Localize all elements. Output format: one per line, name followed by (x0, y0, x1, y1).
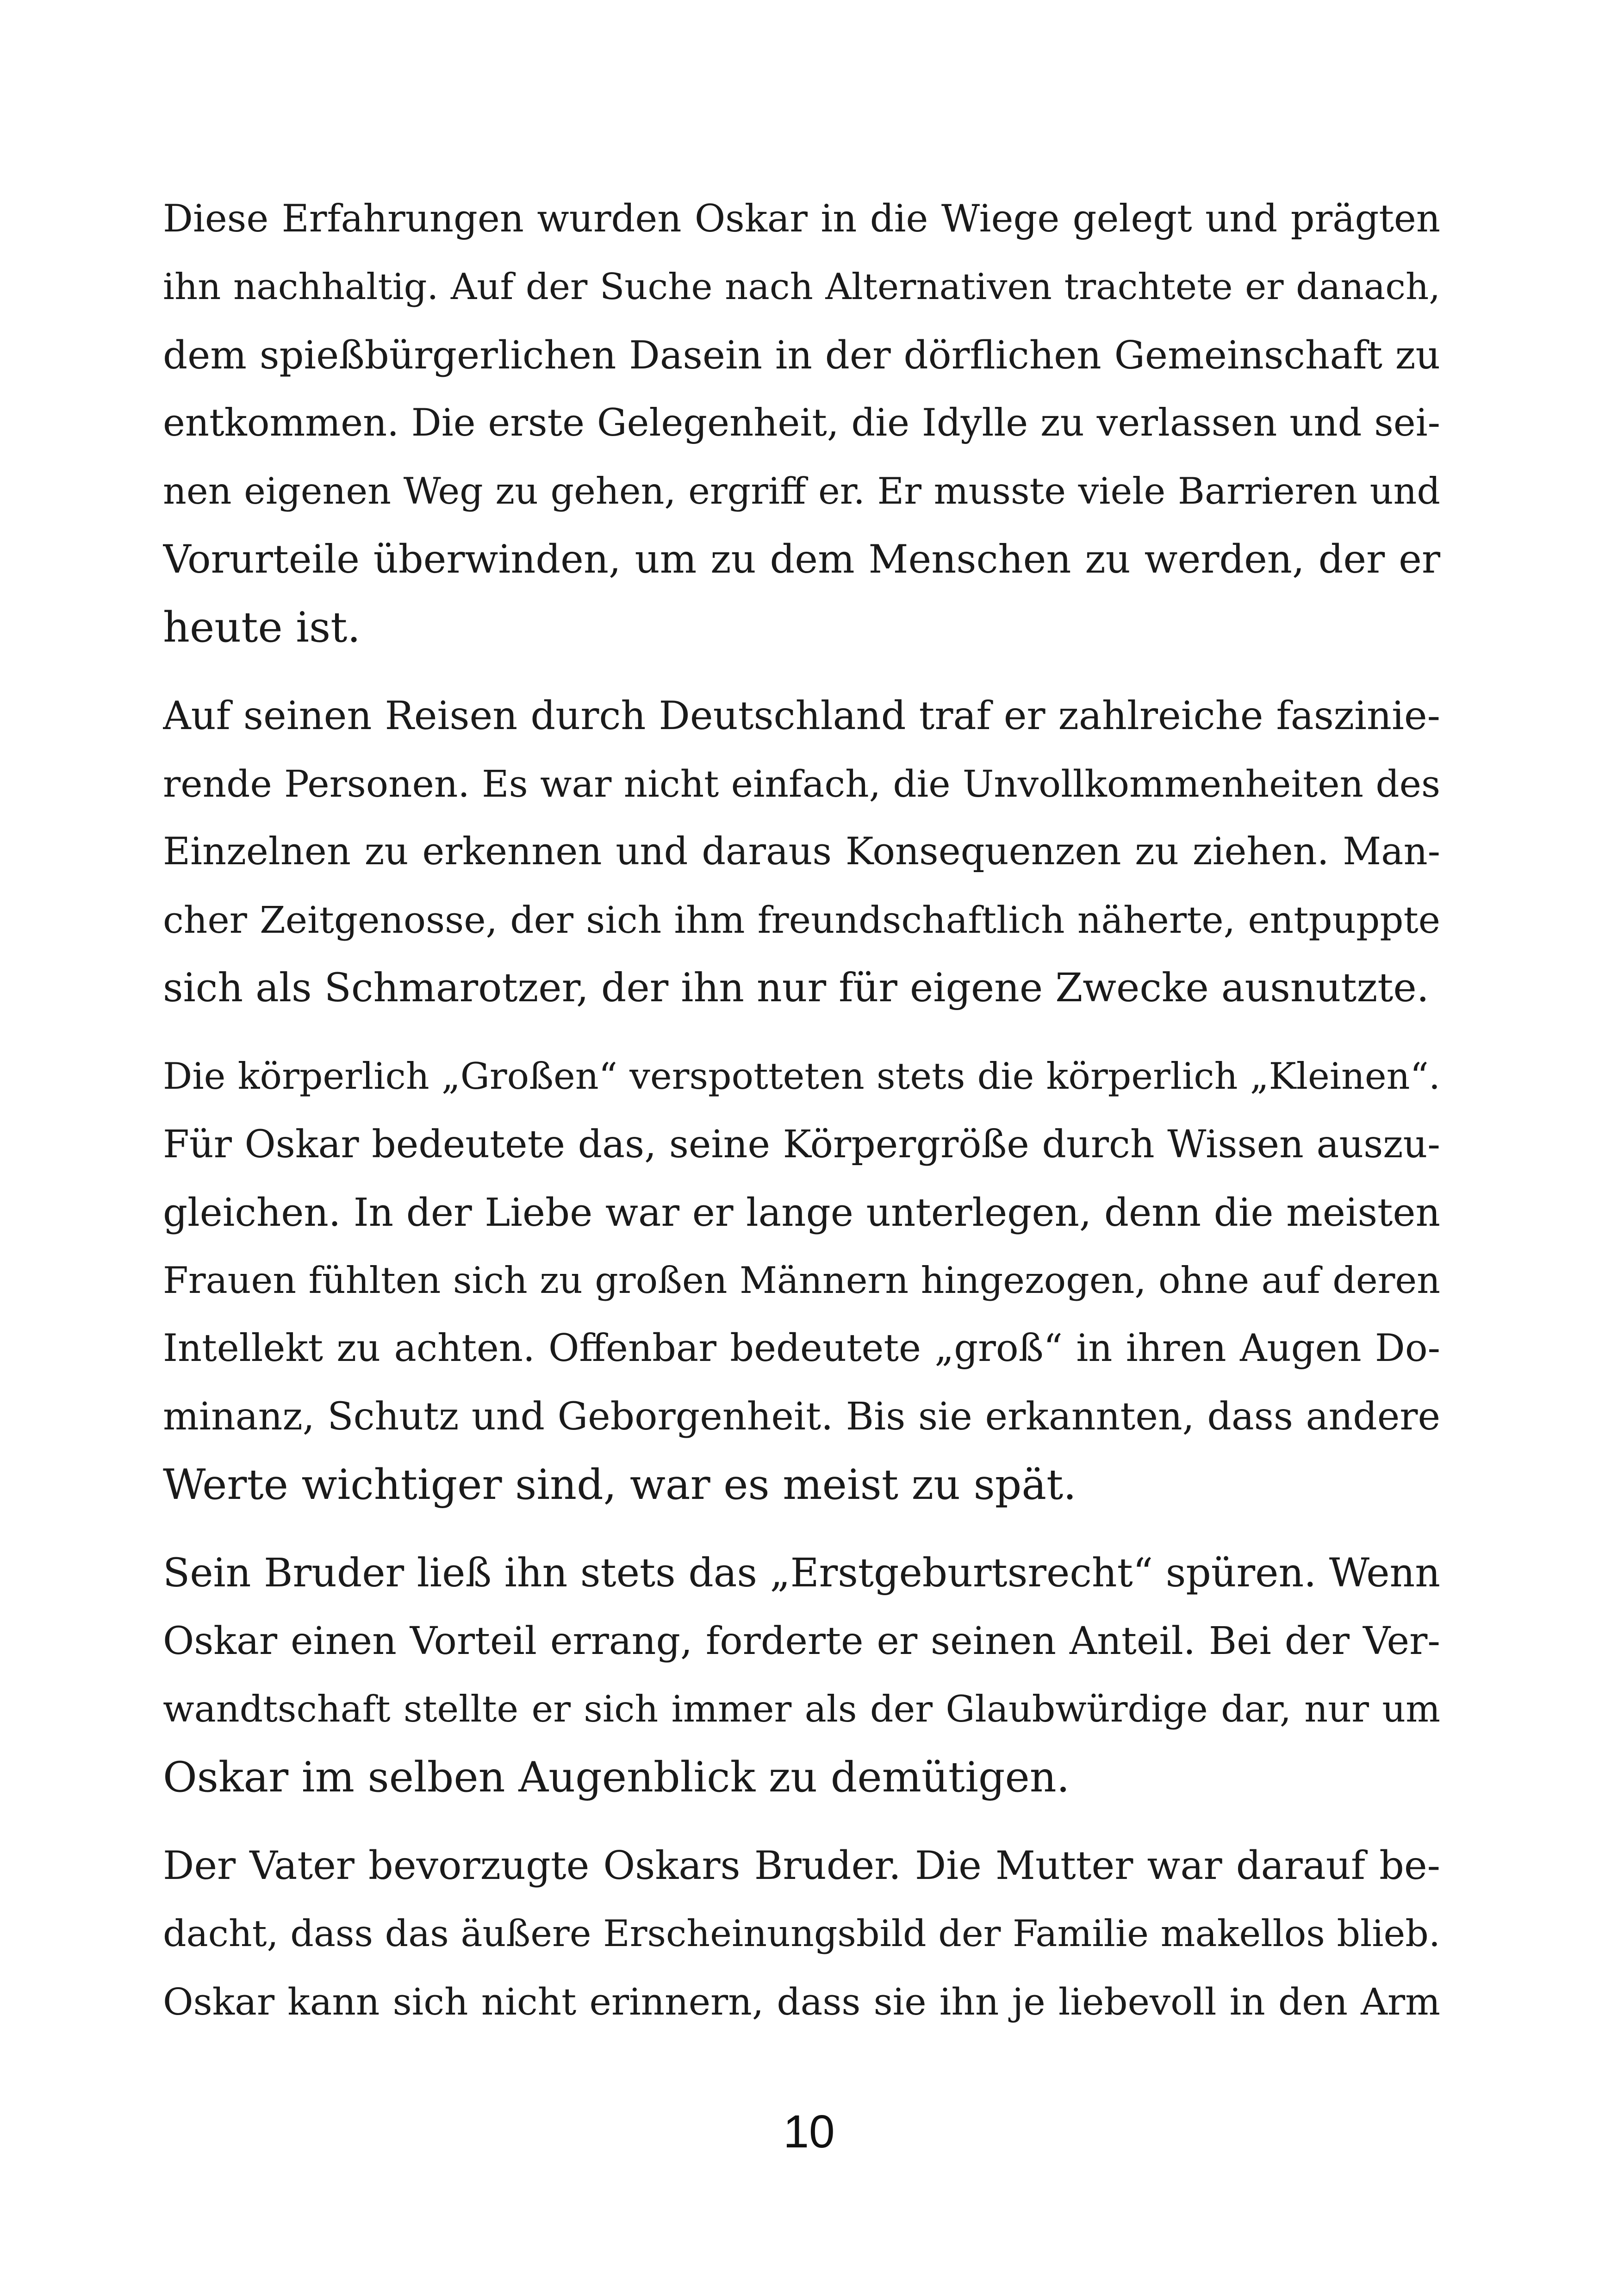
paragraph (163, 1042, 1440, 1519)
page-number: 10 (783, 2106, 835, 2158)
text-line: Diese Erfahrungen wurden Oskar in die Wiege gelegt und prägten (163, 197, 1440, 241)
text-line: sich als Schmarotzer, der ihn nur für eigene Zwecke ausnutzte. (163, 965, 1429, 1011)
text-line: wandtschaft stellte er sich immer als der Glaubwürdige dar, nur um (163, 1688, 1440, 1730)
text-line: Einzelnen zu erkennen und daraus Konsequenzen zu ziehen. Man- (163, 830, 1440, 873)
text-line: minanz, Schutz und Geborgenheit. Bis sie erkannten, dass andere (163, 1395, 1440, 1439)
text-line: dacht, dass das äußere Erscheinungsbild der Familie makellos blieb. (163, 1912, 1440, 1955)
text-line: rende Personen. Es war nicht einfach, die Unvollkommenheiten des (163, 762, 1440, 805)
text-line: cher Zeitgenosse, der sich ihm freundschaftlich näherte, entpuppte (163, 898, 1440, 942)
text-line: Sein Bruder ließ ihn stets das „Erstgeburtsrecht“ spüren. Wenn (163, 1550, 1440, 1596)
text-line: Oskar kann sich nicht erinnern, dass sie ihn je liebevoll in den Arm (163, 1980, 1440, 2023)
text-line: Werte wichtiger sind, war es meist zu spät. (163, 1460, 1077, 1509)
paragraph (163, 185, 1440, 661)
text-line: heute ist. (163, 603, 361, 652)
paragraph (163, 1539, 1440, 1811)
paragraph (163, 682, 1440, 1022)
text-line: dem spießbürgerlichen Dasein in der dörflichen Gemeinschaft zu (163, 333, 1440, 378)
text-line: Der Vater bevorzugte Oskars Bruder. Die Mutter war darauf be- (163, 1843, 1440, 1888)
text-line: Oskar einen Vorteil errang, forderte er seinen Anteil. Bei der Ver- (163, 1619, 1440, 1663)
text-line: Die körperlich „Großen“ verspotteten stets die körperlich „Kleinen“. (163, 1055, 1440, 1098)
text-line: gleichen. In der Liebe war er lange unterlegen, denn die meisten (163, 1190, 1440, 1235)
text-line: Intellekt zu achten. Offenbar bedeutete „groß“ in ihren Augen Do- (163, 1327, 1440, 1370)
text-line: Auf seinen Reisen durch Deutschland traf er zahlreiche faszinie- (163, 693, 1440, 738)
text-line: nen eigenen Weg zu gehen, ergriff er. Er musste viele Barrieren und (163, 470, 1440, 512)
text-line: Oskar im selben Augenblick zu demütigen. (163, 1753, 1070, 1802)
text-line: ihn nachhaltig. Auf der Suche nach Alternativen trachtete er danach, (163, 266, 1440, 308)
text-line: entkommen. Die erste Gelegenheit, die Idylle zu verlassen und sei- (163, 401, 1440, 445)
text-line: Vorurteile überwinden, um zu dem Menschen zu werden, der er (163, 537, 1440, 582)
body-text (163, 185, 1440, 2036)
paragraph (163, 1832, 1440, 2036)
text-line: Frauen fühlten sich zu großen Männern hingezogen, ohne auf deren (163, 1259, 1440, 1302)
text-line: Für Oskar bedeutete das, seine Körpergröße durch Wissen auszu- (163, 1123, 1440, 1167)
